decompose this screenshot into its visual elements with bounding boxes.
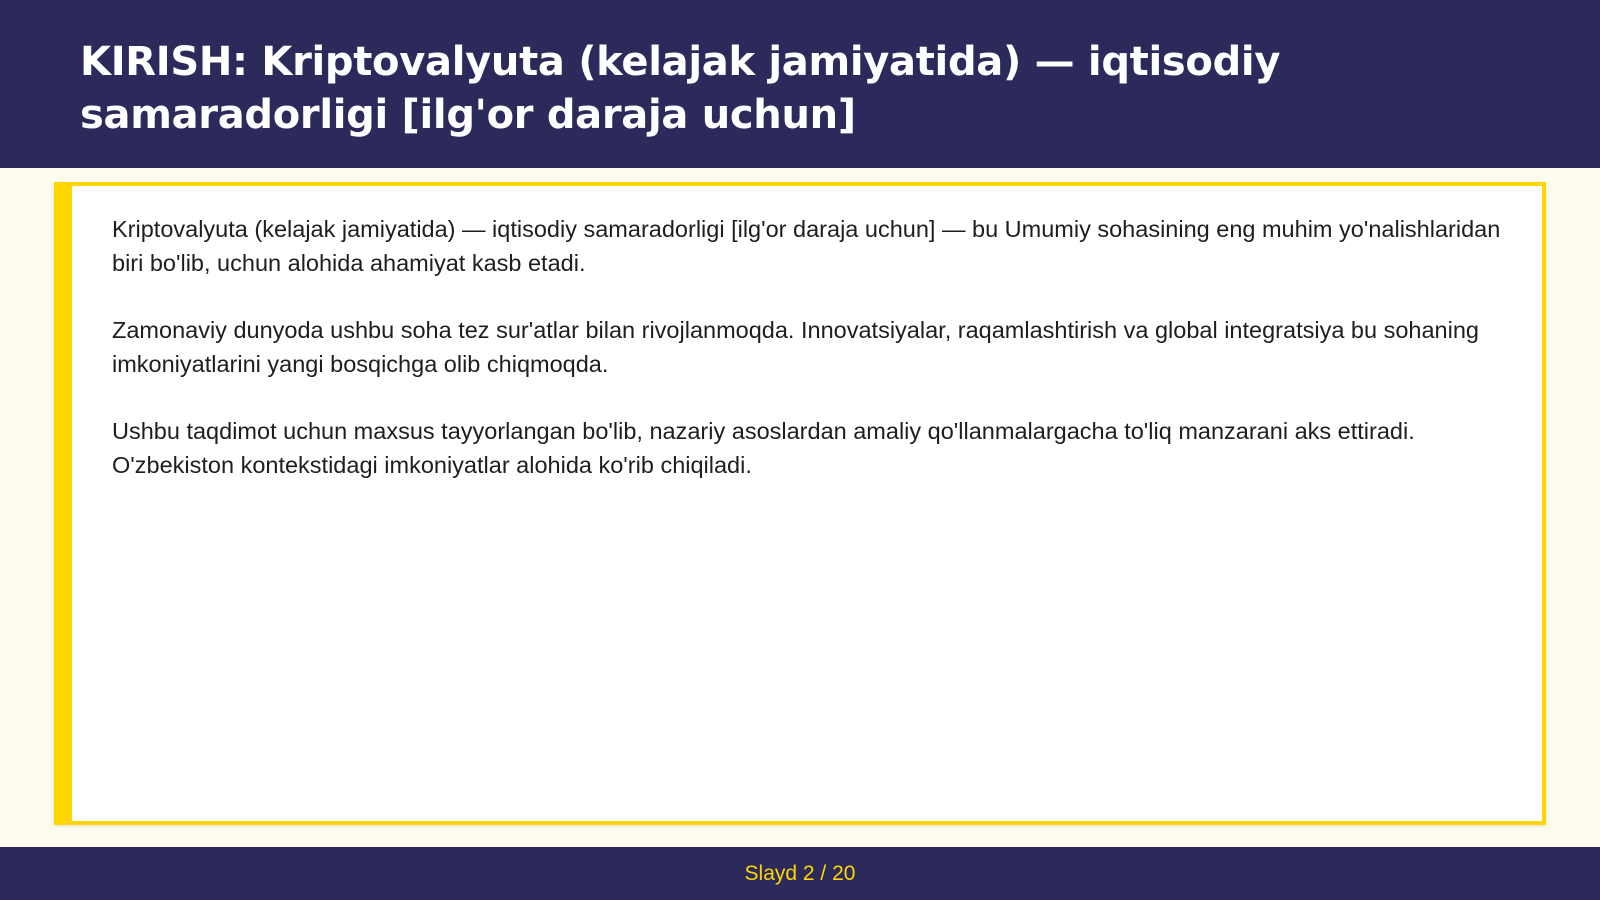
- paragraph-3: Ushbu taqdimot uchun maxsus tayyorlangan bo'lib, nazariy asoslardan amaliy qo'llanmalargacha to'liq manzarani aks ettiradi. O'zbekiston kontekstidagi imkoniyatlar alohida ko'rib chiqiladi.: [112, 418, 1415, 478]
- content-card: [54, 182, 1546, 825]
- slide-header: [0, 0, 1600, 168]
- slide-title: KIRISH: Kriptovalyuta (kelajak jamiyatida) — iqtisodiy samaradorligi [ilg'or daraja uchun]: [80, 39, 1281, 138]
- slide-footer: [0, 847, 1600, 900]
- body-text: [112, 212, 1502, 515]
- paragraph-1: Kriptovalyuta (kelajak jamiyatida) — iqtisodiy samaradorligi [ilg'or daraja uchun] — bu Umumiy sohasining eng muhim yo'nalishlaridan biri bo'lib, uchun alohida ahamiyat kasb etadi.: [112, 216, 1501, 276]
- paragraph-2: Zamonaviy dunyoda ushbu soha tez sur'atlar bilan rivojlanmoqda. Innovatsiyalar, raqamlashtirish va global integratsiya bu sohaning imkoniyatlarini yangi bosqichga olib chiqmoqda.: [112, 317, 1479, 377]
- slide-number: Slayd 2 / 20: [744, 862, 856, 885]
